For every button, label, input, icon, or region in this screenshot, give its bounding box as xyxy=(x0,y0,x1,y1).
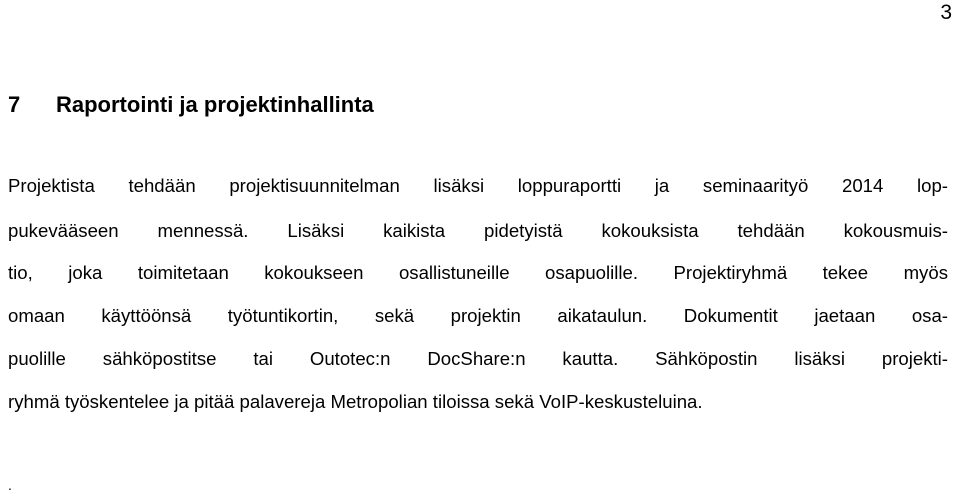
section-heading xyxy=(8,92,374,118)
page-number: 3 xyxy=(940,1,952,24)
paragraph-line: omaan käyttöönsä työtuntikortin, sekä projektin aikataulun. Dokumentit jaetaan osa- xyxy=(8,305,948,326)
paragraph-line: Projektista tehdään projektisuunnitelman lisäksi loppuraportti ja seminaarityö 2014 lop- xyxy=(8,175,948,196)
paragraph-line: pukevääseen mennessä. Lisäksi kaikista pidetyistä kokouksista tehdään kokousmuis- xyxy=(8,220,948,241)
paragraph-line: puolille sähköpostitse tai Outotec:n DocShare:n kautta. Sähköpostin lisäksi projekti- xyxy=(8,348,948,369)
paragraph-line: ryhmä työskentelee ja pitää palavereja Metropolian tiloissa sekä VoIP-keskusteluina. xyxy=(8,391,703,412)
footer-mark: . xyxy=(8,477,12,493)
paragraph-line: tio, joka toimitetaan kokoukseen osallistuneille osapuolille. Projektiryhmä tekee myös xyxy=(8,262,948,283)
section-number: 7 xyxy=(8,92,21,117)
section-title: Raportointi ja projektinhallinta xyxy=(56,92,374,117)
